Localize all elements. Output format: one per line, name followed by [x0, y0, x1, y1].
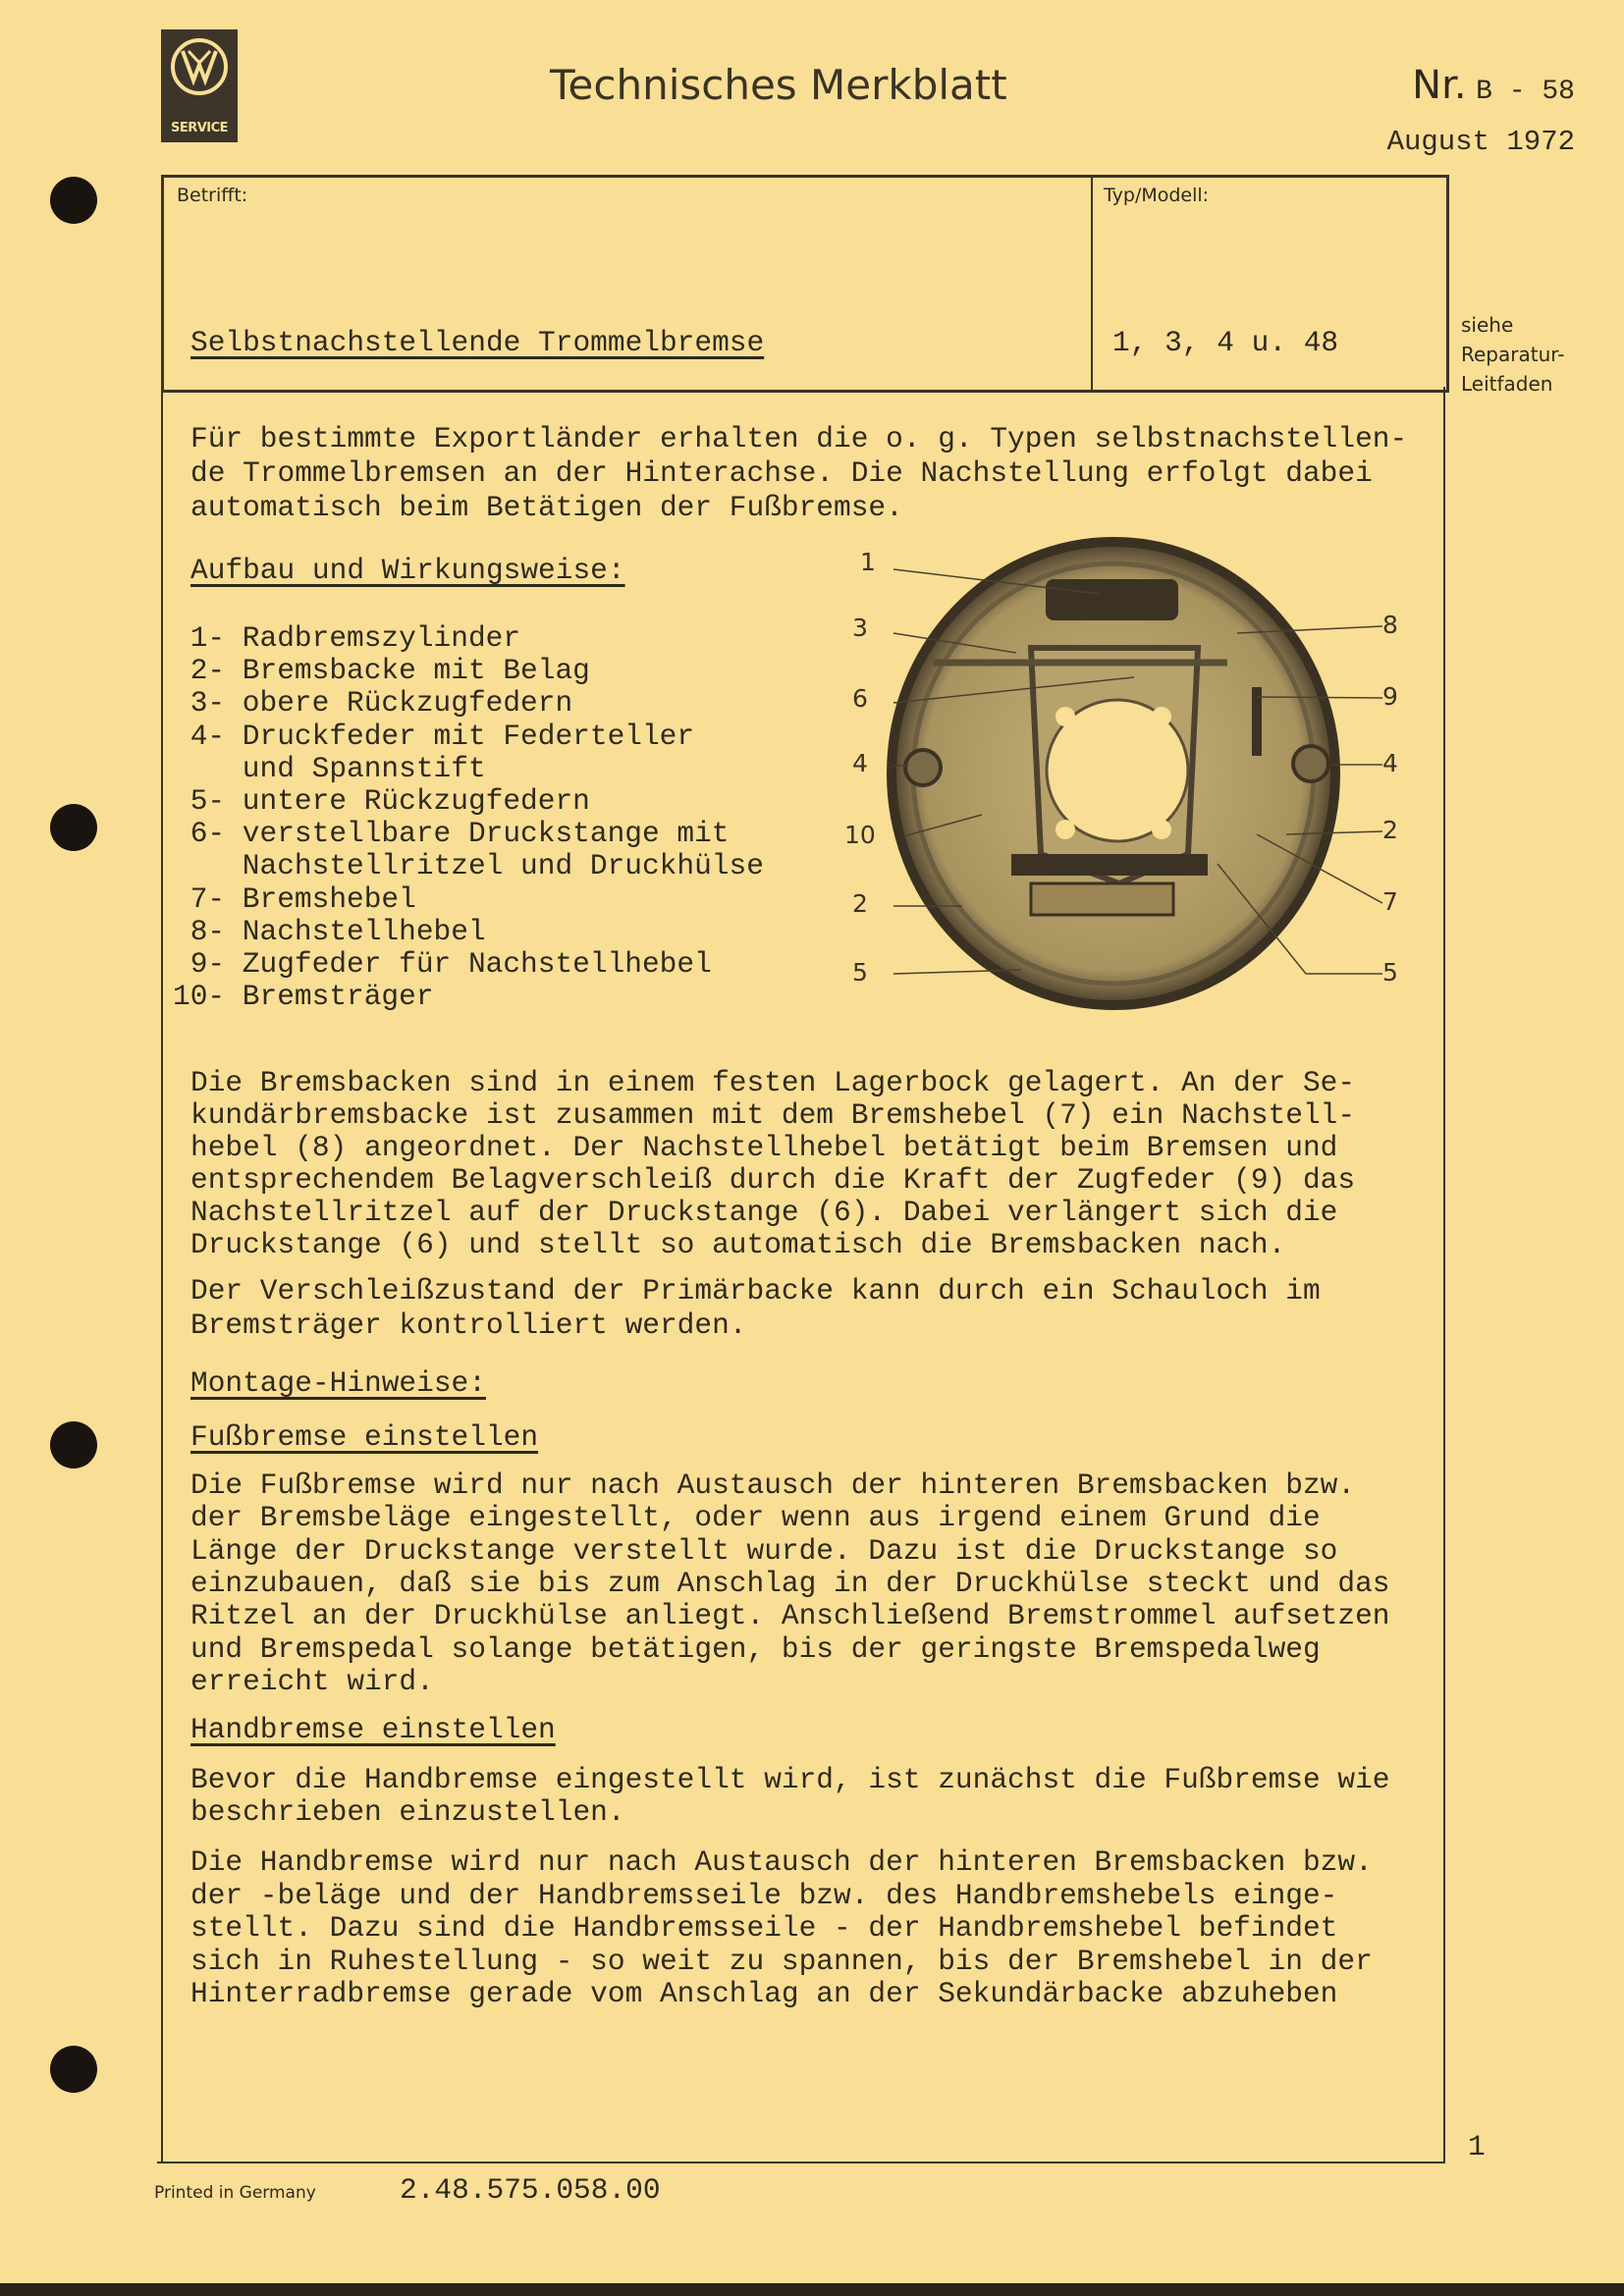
- text-line: und Spannstift: [173, 751, 486, 785]
- subject-label: Betrifft:: [177, 185, 248, 206]
- text-line: 9- Zugfeder für Nachstellhebel: [173, 947, 712, 981]
- frame-bottom: [157, 2162, 1445, 2163]
- text-line: sich in Ruhestellung - so weit zu spannen, bis der Bremshebel in der: [190, 1944, 1373, 1978]
- punch-hole: [50, 1421, 97, 1468]
- printed-in-germany: Printed in Germany: [154, 2183, 316, 2203]
- text-line: beschrieben einzustellen.: [190, 1795, 625, 1829]
- text-line: erreicht wird.: [190, 1664, 434, 1698]
- number-value: B - 58: [1476, 77, 1575, 107]
- text-line: und Bremspedal solange betätigen, bis der geringste Bremspedalweg: [190, 1631, 1321, 1666]
- section-heading-aufbau: Aufbau und Wirkungsweise:: [190, 554, 625, 587]
- document-number: [1412, 63, 1575, 108]
- text-line: Der Verschleißzustand der Primärbacke kann durch ein Schauloch im: [190, 1274, 1321, 1308]
- reference-line: Leitfaden: [1461, 372, 1553, 396]
- text-line: de Trommelbremsen an der Hinterachse. Die Nachstellung erfolgt dabei: [190, 456, 1373, 490]
- text-line: automatisch beim Betätigen der Fußbremse.: [190, 491, 903, 524]
- figure-label: 6: [852, 684, 868, 713]
- reference-line: siehe: [1461, 313, 1514, 337]
- divider: [1091, 175, 1093, 390]
- text-line: hebel (8) angeordnet. Der Nachstellhebel betätigt beim Bremsen und: [190, 1131, 1338, 1164]
- punch-hole: [50, 177, 97, 224]
- reference-note: [1461, 310, 1564, 399]
- figure-label: 4: [852, 749, 868, 777]
- text-line: stellt. Dazu sind die Handbremsseile - der Handbremshebel befindet: [190, 1911, 1338, 1945]
- text-line: der -beläge und der Handbremsseile bzw. des Handbremshebels einge-: [190, 1878, 1338, 1912]
- text-line: 6- verstellbare Druckstange mit: [173, 817, 730, 851]
- logo-service-text: SERVICE: [170, 121, 229, 135]
- figure-label: 1: [860, 548, 876, 576]
- text-line: Die Handbremse wird nur nach Austausch der hinteren Bremsbacken bzw.: [190, 1845, 1373, 1879]
- text-line: Nachstellritzel und Druckhülse: [173, 849, 764, 883]
- figure-label: 5: [852, 958, 868, 987]
- subheading-handbremse: Handbremse einstellen: [190, 1713, 556, 1746]
- text-line: 2- Bremsbacke mit Belag: [173, 654, 590, 688]
- text-line: Bevor die Handbremse eingestellt wird, ist zunächst die Fußbremse wie: [190, 1763, 1390, 1796]
- frame-left: [161, 387, 163, 2163]
- text-line: entsprechendem Belagverschleiß durch die Kraft der Zugfeder (9) das: [190, 1163, 1356, 1197]
- punch-hole: [50, 2046, 97, 2093]
- document-date: August 1972: [1386, 126, 1575, 158]
- reference-line: Reparatur-: [1461, 343, 1565, 366]
- text-line: der Bremsbeläge eingestellt, oder wenn aus irgend einem Grund die: [190, 1501, 1321, 1535]
- text-line: einzubauen, daß sie bis zum Anschlag in der Druckhülse steckt und das: [190, 1566, 1390, 1600]
- model-label: Typ/Modell:: [1104, 185, 1210, 206]
- figure-label: 10: [844, 821, 876, 849]
- document-title: Technisches Merkblatt: [550, 61, 1007, 109]
- info-box: [161, 175, 1449, 393]
- text-line: Die Fußbremse wird nur nach Austausch der hinteren Bremsbacken bzw.: [190, 1468, 1356, 1502]
- figure-label: 2: [1382, 816, 1398, 844]
- drum-brake-figure: [864, 530, 1414, 1021]
- text-line: Nachstellritzel auf der Druckstange (6). Dabei verlängert sich die: [190, 1196, 1338, 1229]
- text-line: 5- untere Rückzugfedern: [173, 784, 590, 818]
- vw-logo-icon: [161, 29, 238, 108]
- punch-hole: [50, 804, 97, 851]
- text-line: Die Bremsbacken sind in einem festen Lagerbock gelagert. An der Se-: [190, 1066, 1356, 1099]
- figure-label: 3: [852, 614, 868, 642]
- frame-right: [1443, 387, 1445, 2163]
- text-line: Für bestimmte Exportländer erhalten die o. g. Typen selbstnachstellen-: [190, 422, 1408, 455]
- text-line: Ritzel an der Druckhülse anliegt. Anschließend Bremstrommel aufsetzen: [190, 1599, 1390, 1633]
- figure-label: 9: [1382, 682, 1398, 711]
- subheading-fussbremse: Fußbremse einstellen: [190, 1420, 539, 1454]
- text-line: 7- Bremshebel: [173, 881, 416, 916]
- section-heading-montage: Montage-Hinweise:: [190, 1366, 486, 1400]
- figure-label: 2: [852, 889, 868, 918]
- text-line: 1- Radbremszylinder: [173, 621, 521, 655]
- text-line: 4- Druckfeder mit Federteller: [173, 719, 695, 753]
- figure-label: 8: [1382, 611, 1398, 639]
- model-list: 1, 3, 4 u. 48: [1112, 326, 1339, 359]
- text-line: Hinterradbremse gerade vom Anschlag an der Sekundärbacke abzuheben: [190, 1977, 1338, 2010]
- figure-label: 7: [1382, 887, 1398, 916]
- scan-edge: [0, 2283, 1624, 2296]
- text-line: Druckstange (6) und stellt so automatisch die Bremsbacken nach.: [190, 1228, 1286, 1261]
- text-line: Länge der Druckstange verstellt wurde. Dazu ist die Druckstange so: [190, 1533, 1338, 1568]
- vw-service-logo: [161, 29, 238, 142]
- document-code: 2.48.575.058.00: [400, 2173, 661, 2207]
- page-number: 1: [1468, 2130, 1486, 2163]
- text-line: Bremsträger kontrolliert werden.: [190, 1308, 747, 1342]
- text-line: 3- obere Rückzugfedern: [173, 686, 573, 721]
- text-line: 10- Bremsträger: [173, 980, 434, 1014]
- figure-label: 5: [1382, 958, 1398, 987]
- text-line: 8- Nachstellhebel: [173, 914, 486, 948]
- number-label: Nr.: [1412, 63, 1467, 108]
- subject-title: Selbstnachstellende Trommelbremse: [190, 326, 765, 359]
- text-line: kundärbremsbacke ist zusammen mit dem Bremshebel (7) ein Nachstell-: [190, 1098, 1356, 1132]
- figure-label: 4: [1382, 749, 1398, 777]
